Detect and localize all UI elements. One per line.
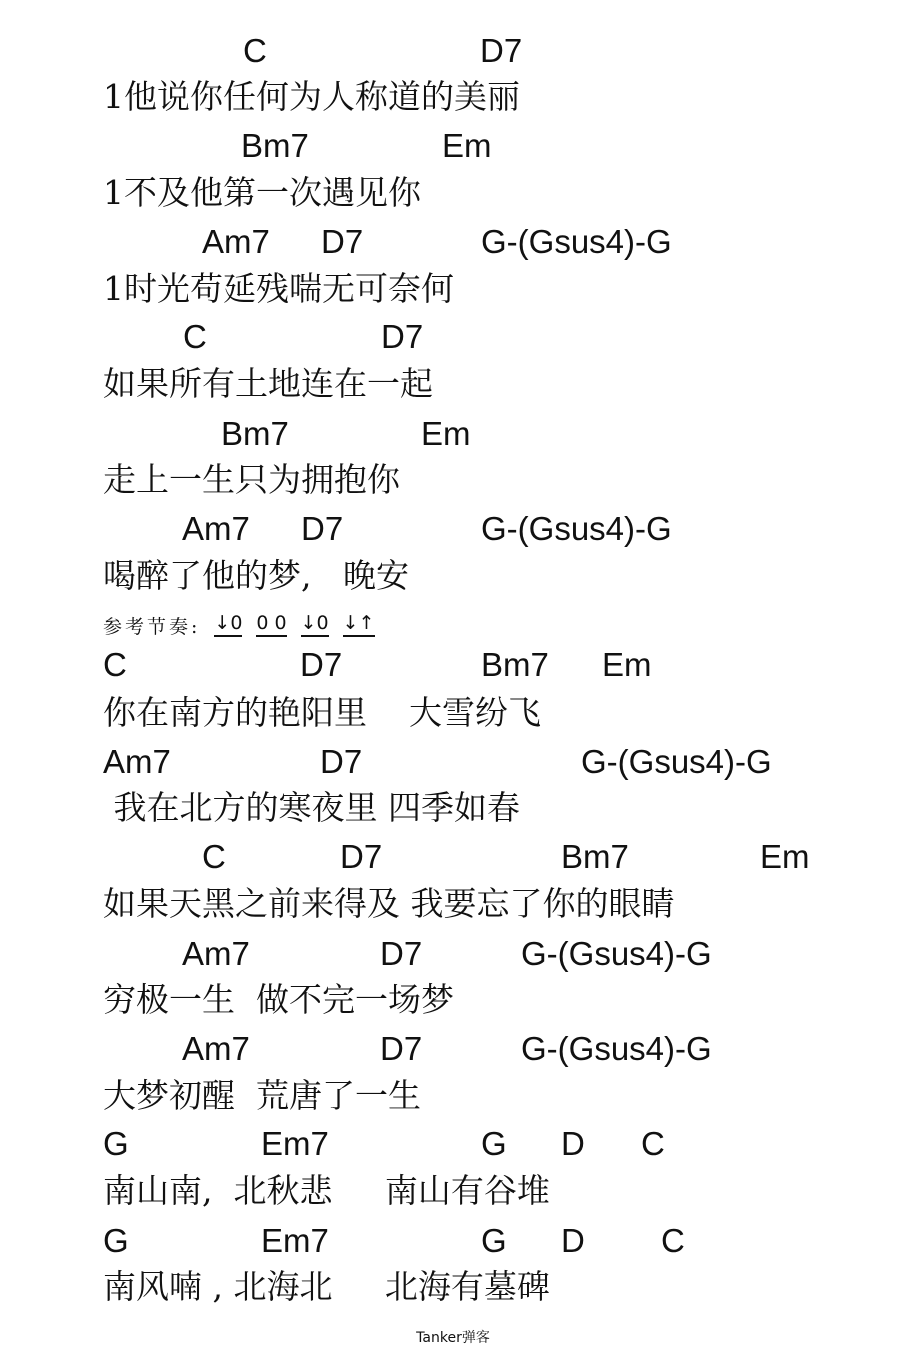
chord: D7 — [301, 510, 344, 547]
rhythm-beat: ↓0 — [301, 612, 329, 637]
lyric-line: 走上一生只为拥抱你 — [103, 460, 400, 499]
lyric-line: 你在南方的艳阳里 大雪纷飞 — [103, 693, 541, 732]
chord: Bm7 — [241, 127, 309, 164]
chord: Em — [421, 415, 471, 452]
chord: Am7 — [182, 510, 250, 547]
chord: G — [481, 1125, 507, 1162]
chord: C — [641, 1125, 665, 1162]
rhythm-pattern — [103, 612, 389, 639]
chord: D — [561, 1222, 585, 1259]
chord: Am7 — [202, 223, 270, 260]
rhythm-label: 参考节奏: — [103, 616, 201, 638]
lyric-line: 如果所有土地连在一起 — [103, 364, 433, 403]
chord: D7 — [321, 223, 364, 260]
lyric-line: 大梦初醒 荒唐了一生 — [103, 1076, 421, 1115]
chord: Bm7 — [481, 646, 549, 683]
lyric-line: 1时光苟延残喘无可奈何 — [103, 269, 454, 308]
lyric-line: 南山南, 北秋悲 南山有谷堆 — [103, 1171, 550, 1210]
chord: D7 — [300, 646, 343, 683]
rhythm-beat: ↓0 — [214, 612, 242, 637]
chord: G-(Gsus4)-G — [481, 223, 672, 260]
chord: G — [103, 1125, 129, 1162]
chord: D7 — [340, 838, 383, 875]
rhythm-beat: ↓↑ — [343, 612, 375, 637]
chord: C — [183, 318, 207, 355]
chord: Em7 — [261, 1125, 329, 1162]
chord: G-(Gsus4)-G — [481, 510, 672, 547]
chord: Am7 — [182, 1030, 250, 1067]
rhythm-beat: 0 0 — [256, 612, 286, 637]
chord: Em7 — [261, 1222, 329, 1259]
chord: Em — [760, 838, 810, 875]
chord: D7 — [480, 32, 523, 69]
lyric-line: 我在北方的寒夜里 四季如春 — [103, 788, 520, 827]
chord: G-(Gsus4)-G — [521, 1030, 712, 1067]
chord: D7 — [380, 1030, 423, 1067]
chord: G-(Gsus4)-G — [581, 743, 772, 780]
chord: C — [202, 838, 226, 875]
chord: G-(Gsus4)-G — [521, 935, 712, 972]
chord: Am7 — [182, 935, 250, 972]
chord: C — [661, 1222, 685, 1259]
chord: D7 — [380, 935, 423, 972]
lyric-line: 1不及他第一次遇见你 — [103, 173, 421, 212]
lyric-line: 穷极一生 做不完一场梦 — [103, 980, 454, 1019]
chord: Bm7 — [561, 838, 629, 875]
chord: G — [103, 1222, 129, 1259]
chord: D — [561, 1125, 585, 1162]
lyric-line: 南风喃 , 北海北 北海有墓碑 — [103, 1267, 550, 1306]
chord: Em — [442, 127, 492, 164]
chord: D7 — [320, 743, 363, 780]
footer-brand: Tanker弹客 — [416, 1330, 490, 1346]
chord: G — [481, 1222, 507, 1259]
lyric-line: 喝醉了他的梦, 晚安 — [103, 556, 409, 595]
lyric-line: 1他说你任何为人称道的美丽 — [103, 77, 520, 116]
chord: C — [243, 32, 267, 69]
chord: Em — [602, 646, 652, 683]
lyric-line: 如果天黑之前来得及 我要忘了你的眼睛 — [103, 884, 675, 923]
chord: Am7 — [103, 743, 171, 780]
chord: D7 — [381, 318, 424, 355]
chord: Bm7 — [221, 415, 289, 452]
chord: C — [103, 646, 127, 683]
